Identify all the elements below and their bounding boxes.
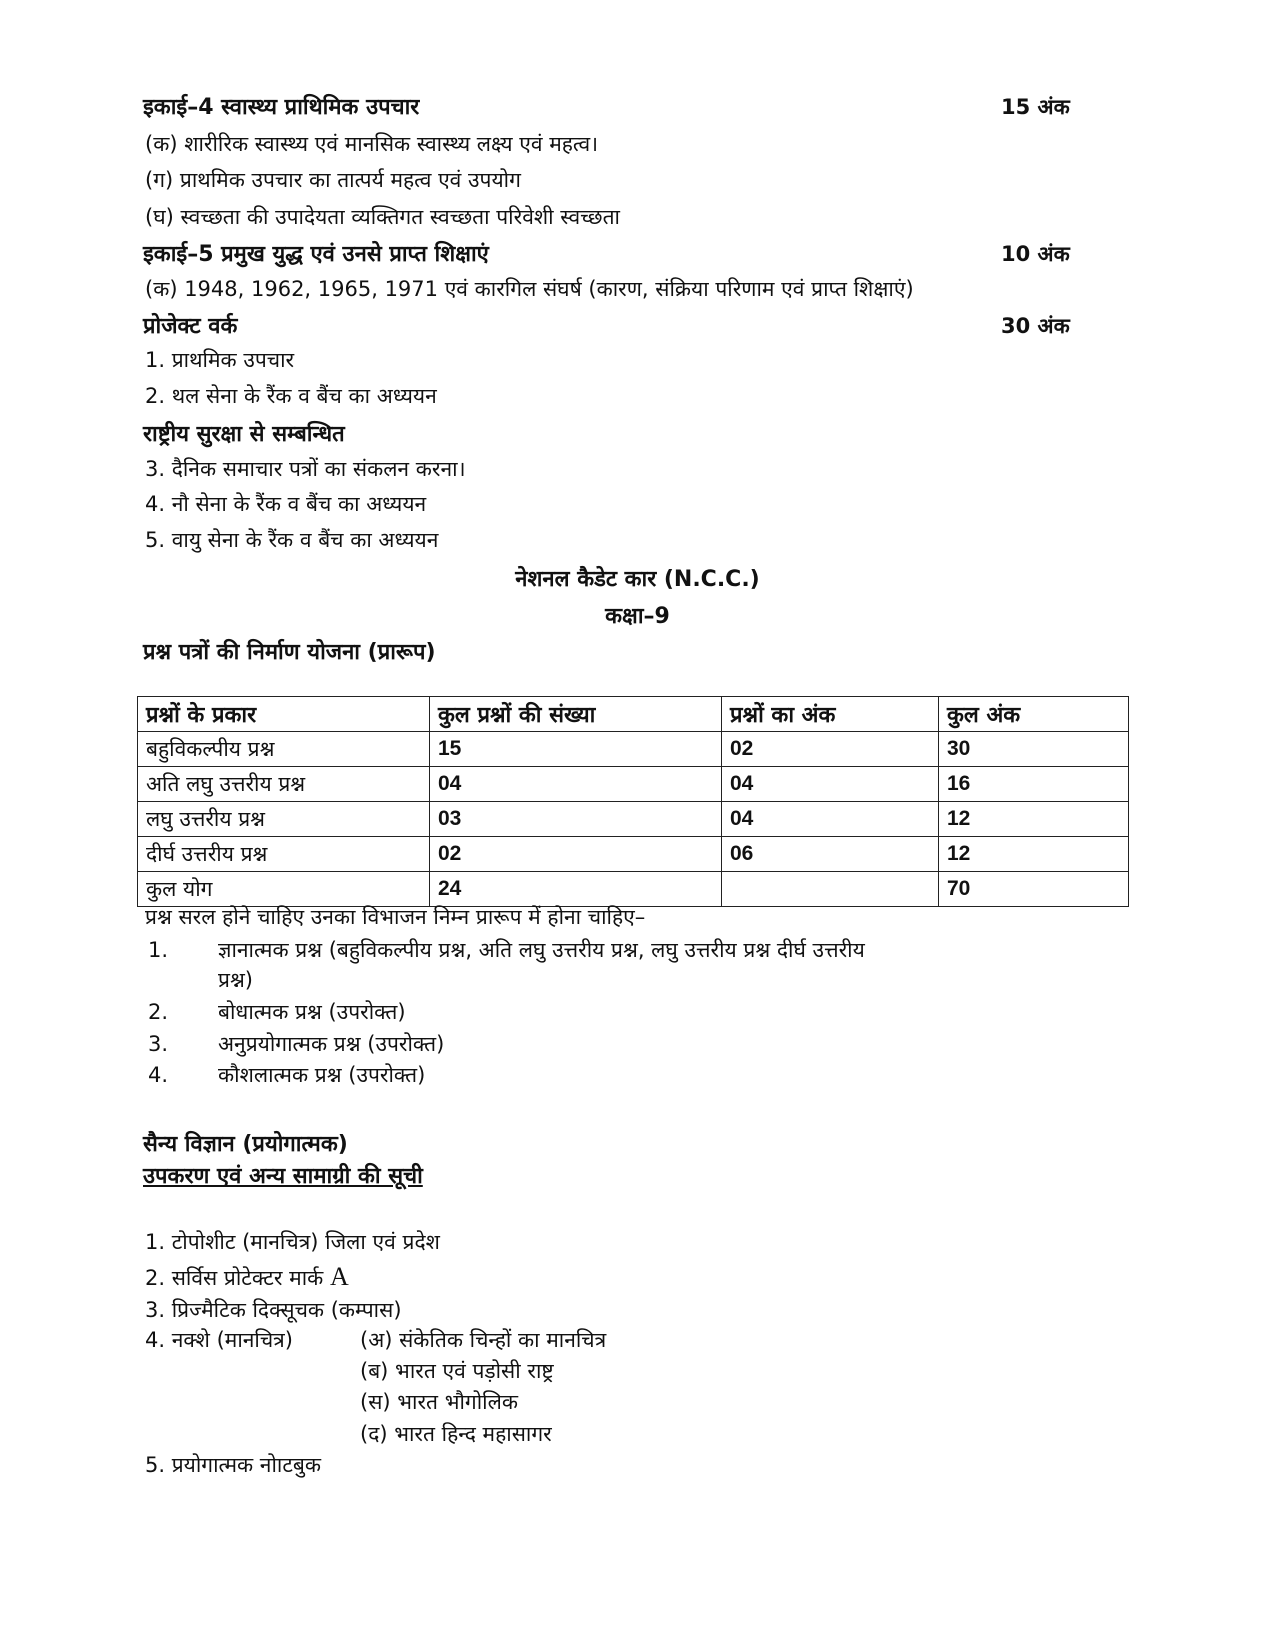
table-header-cell: कुल अंक — [939, 697, 1129, 732]
table-cell: 70 — [939, 872, 1129, 907]
practical-item: 1. टोपोशीट (मानचित्र) जिला एवं प्रदेश — [145, 1230, 440, 1254]
table-cell: 04 — [722, 802, 939, 837]
table-cell: दीर्घ उत्तरीय प्रश्न — [138, 837, 430, 872]
table-row — [138, 837, 1129, 872]
unit5-item: (क) 1948, 1962, 1965, 1971 एवं कारगिल संघर्ष (कारण, संक्रिया परिणाम एवं प्राप्त शिक्षाएं) — [145, 277, 914, 301]
practical-item: 3. प्रिज्मैटिक दिक्सूचक (कम्पास) — [145, 1298, 402, 1322]
table-cell: लघु उत्तरीय प्रश्न — [138, 802, 430, 837]
table-cell: 30 — [939, 732, 1129, 767]
table-cell: 02 — [722, 732, 939, 767]
unit4-title: इकाई–4 स्वास्थ्य प्राथिमिक उपचार — [143, 95, 420, 120]
table-header-row — [138, 697, 1129, 732]
division-num: 3. — [148, 1032, 169, 1056]
blueprint-title: प्रश्न पत्रों की निर्माण योजना (प्रारूप) — [143, 640, 436, 665]
unit4-marks: 15 अंक — [1001, 95, 1070, 119]
division-item: ज्ञानात्मक प्रश्न (बहुविकल्पीय प्रश्न, अति लघु उत्तरीय प्रश्न, लघु उत्तरीय प्रश्न दीर्घ उत्तरीय — [218, 938, 865, 962]
unit4-item: (ग) प्राथमिक उपचार का तात्पर्य महत्व एवं उपयोग — [145, 168, 521, 192]
table-cell: अति लघु उत्तरीय प्रश्न — [138, 767, 430, 802]
unit5-marks: 10 अंक — [1001, 242, 1070, 266]
practical-subtitle: उपकरण एवं अन्य सामाग्री की सूची — [143, 1164, 423, 1189]
table-cell: 06 — [722, 837, 939, 872]
division-item: अनुप्रयोगात्मक प्रश्न (उपरोक्त) — [218, 1032, 445, 1056]
table-cell: कुल योग — [138, 872, 430, 907]
table-cell: 24 — [430, 872, 722, 907]
table-row — [138, 732, 1129, 767]
unit5-title: इकाई–5 प्रमुख युद्ध एवं उनसे प्राप्त शिक्षाएं — [143, 242, 489, 267]
division-num: 1. — [148, 938, 169, 962]
table-row — [138, 767, 1129, 802]
blueprint-table — [137, 696, 1129, 907]
project-item: 3. दैनिक समाचार पत्रों का संकलन करना। — [145, 457, 466, 481]
table-cell: 12 — [939, 802, 1129, 837]
class-label: कक्षा–9 — [605, 604, 670, 629]
division-num: 2. — [148, 1000, 169, 1024]
practical-item — [145, 1262, 349, 1292]
project-item: 2. थल सेना के रैंक व बैंच का अध्ययन — [145, 384, 437, 408]
ncc-title: नेशनल कैडेट कार (N.C.C.) — [515, 567, 760, 592]
project-item: 1. प्राथमिक उपचार — [145, 348, 295, 372]
project-title: प्रोजेक्ट वर्क — [143, 314, 238, 339]
unit4-item: (क) शारीरिक स्वास्थ्य एवं मानसिक स्वास्थ्य लक्ष्य एवं महत्व। — [145, 132, 599, 156]
unit4-item: (घ) स्वच्छता की उपादेयता व्यक्तिगत स्वच्छता परिवेशी स्वच्छता — [145, 205, 620, 229]
table-cell: बहुविकल्पीय प्रश्न — [138, 732, 430, 767]
table-header-cell: प्रश्नों का अंक — [722, 697, 939, 732]
table-cell: 04 — [430, 767, 722, 802]
division-item: बोधात्मक प्रश्न (उपरोक्त) — [218, 1000, 406, 1024]
table-cell — [722, 872, 939, 907]
table-cell: 03 — [430, 802, 722, 837]
practical-item: 5. प्रयोगात्मक नोाटबुक — [145, 1453, 322, 1477]
project-marks: 30 अंक — [1001, 314, 1070, 338]
practical-title: सैन्य विज्ञान (प्रयोगात्मक) — [143, 1132, 348, 1157]
project-item: 4. नौ सेना के रैंक व बैंच का अध्ययन — [145, 492, 427, 516]
table-cell: 04 — [722, 767, 939, 802]
mark-letter: A — [329, 1262, 349, 1291]
map-subitem: (द) भारत हिन्द महासागर — [360, 1422, 552, 1446]
practical-item-text: 2. सर्विस प्रोटेक्टर मार्क — [145, 1266, 324, 1290]
table-header-cell: प्रश्नों के प्रकार — [138, 697, 430, 732]
table-cell: 02 — [430, 837, 722, 872]
division-item: कौशलात्मक प्रश्न (उपरोक्त) — [218, 1063, 426, 1087]
map-subitem: (स) भारत भौगोलिक — [360, 1390, 518, 1414]
division-num: 4. — [148, 1063, 169, 1087]
project-item: 5. वायु सेना के रैंक व बैंच का अध्ययन — [145, 528, 439, 552]
table-row — [138, 802, 1129, 837]
division-intro: प्रश्न सरल होने चाहिए उनका विभाजन निम्न प्रारूप में होना चाहिए– — [145, 905, 646, 929]
table-header-cell: कुल प्रश्नों की संख्या — [430, 697, 722, 732]
table-cell: 12 — [939, 837, 1129, 872]
practical-item: 4. नक्शे (मानचित्र) — [145, 1328, 293, 1352]
national-security-heading: राष्ट्रीय सुरक्षा से सम्बन्धित — [143, 422, 345, 447]
table-row-total — [138, 872, 1129, 907]
map-subitem: (अ) संकेतिक चिन्हों का मानचित्र — [360, 1328, 607, 1352]
table-cell: 16 — [939, 767, 1129, 802]
map-subitem: (ब) भारत एवं पड़ोसी राष्ट्र — [360, 1359, 554, 1383]
table-cell: 15 — [430, 732, 722, 767]
division-item-cont: प्रश्न) — [218, 968, 253, 992]
